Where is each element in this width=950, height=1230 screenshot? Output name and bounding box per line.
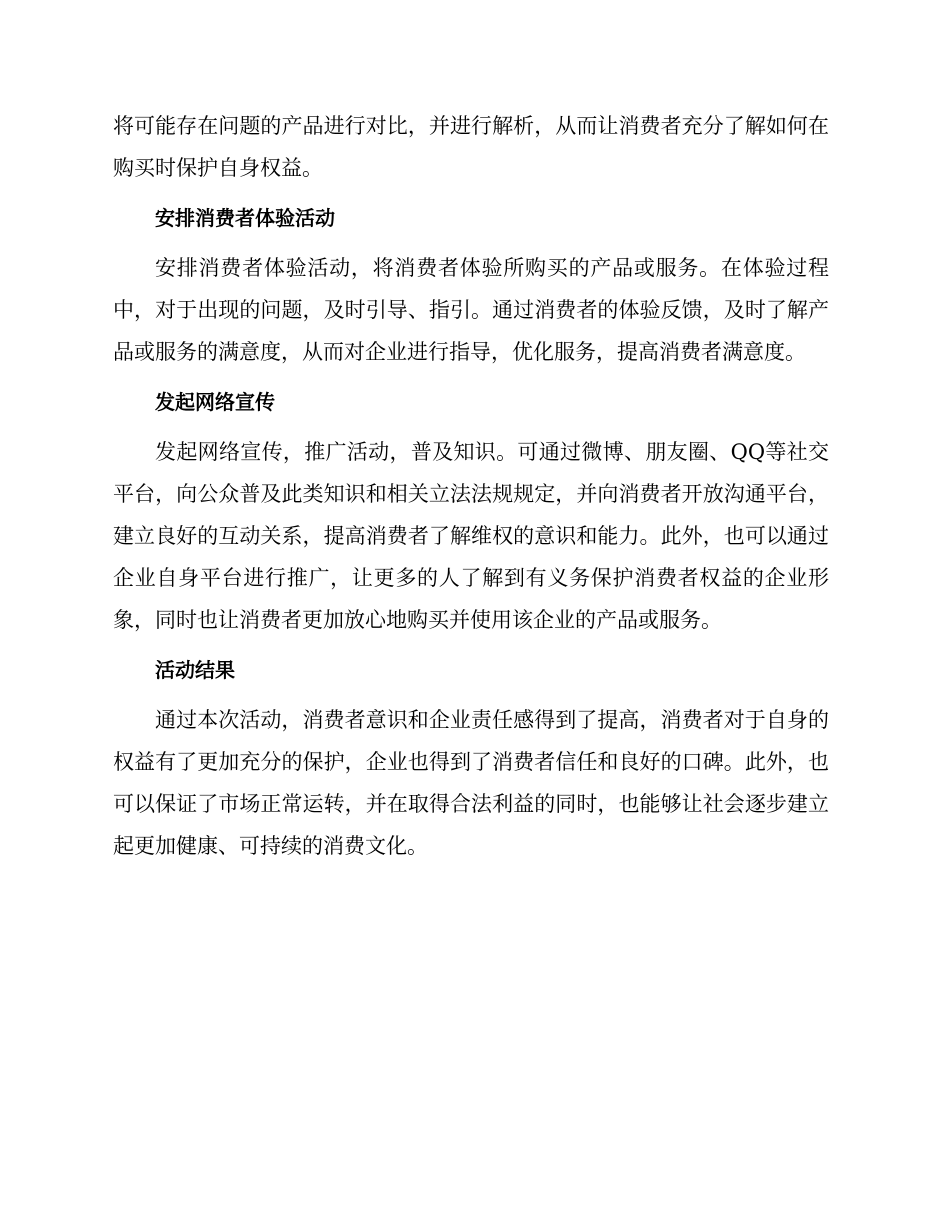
document-body	[113, 105, 829, 867]
experience-paragraph: 安排消费者体验活动，将消费者体验所购买的产品或服务。在体验过程中，对于出现的问题，及时引导、指引。通过消费者的体验反馈，及时了解产品或服务的满意度，从而对企业进行指导，优化服务，提高消费者满意度。	[113, 256, 829, 364]
network-paragraph: 发起网络宣传，推广活动，普及知识。可通过微博、朋友圈、QQ等社交平台，向公众普及此类知识和相关立法法规规定，并向消费者开放沟通平台，建立良好的互动关系，提高消费者了解维权的意识和能力。此外，也可以通过企业自身平台进行推广，让更多的人了解到有义务保护消费者权益的企业形象，同时也让消费者更加放心地购买并使用该企业的产品或服务。	[113, 440, 829, 632]
result-paragraph: 通过本次活动，消费者意识和企业责任感得到了提高，消费者对于自身的权益有了更加充分的保护，企业也得到了消费者信任和良好的口碑。此外，也可以保证了市场正常运转，并在取得合法利益的同时，也能够让社会逐步建立起更加健康、可持续的消费文化。	[113, 708, 829, 858]
section-heading-result: 活动结果	[155, 658, 235, 682]
section-heading-experience: 安排消费者体验活动	[155, 206, 335, 230]
section-heading-network: 发起网络宣传	[155, 390, 275, 414]
intro-paragraph: 将可能存在问题的产品进行对比，并进行解析，从而让消费者充分了解如何在购买时保护自身权益。	[113, 114, 829, 180]
